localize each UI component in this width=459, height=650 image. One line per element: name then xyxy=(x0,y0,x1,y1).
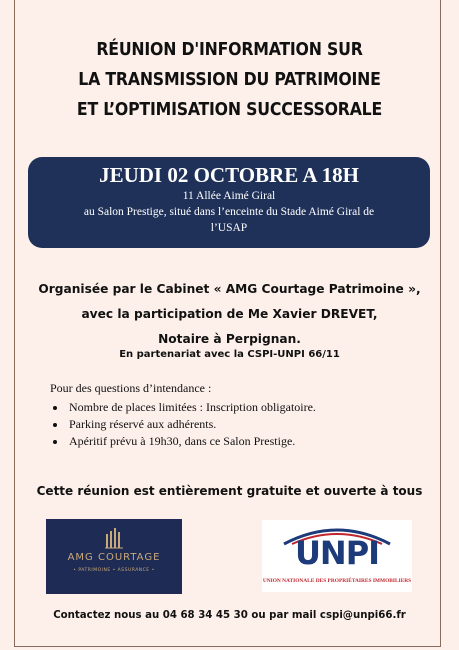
organizer-line-1: Organisée par le Cabinet « AMG Courtage Patrimoine », xyxy=(38,282,421,296)
title-line-3: ET L’OPTIMISATION SUCCESSORALE xyxy=(76,100,383,120)
list-item: • Apéritif prévu à 19h30, dans ce Salon Prestige. xyxy=(67,433,430,450)
event-date: JEUDI 02 OCTOBRE A 18H xyxy=(99,163,359,187)
list-item: • Nombre de places limitées : Inscription obligatoire. xyxy=(67,399,430,416)
practical-info xyxy=(50,380,430,450)
unpi-logo-name: UNPI xyxy=(294,534,380,572)
amg-logo-tagline: • PATRIMOINE • ASSURANCE • xyxy=(73,568,155,573)
event-address-line-2: au Salon Prestige, situé dans l’enceinte du Stade Aimé Giral de xyxy=(83,206,375,218)
organizer-block xyxy=(0,277,459,352)
unpi-logo-subtitle: UNION NATIONALE DES PROPRIÉTAIRES IMMOBILIERS xyxy=(262,578,412,584)
organizer-line-2: avec la participation de Me Xavier DREVET, xyxy=(81,307,378,321)
contact-line: Contactez nous au 04 68 34 45 30 ou par mail cspi@unpi66.fr xyxy=(53,610,406,621)
flyer-title xyxy=(0,35,459,125)
amg-columns-icon xyxy=(104,527,124,549)
list-item: • Parking réservé aux adhérents. xyxy=(67,416,430,433)
partnership-note: En partenariat avec la CSPI-UNPI 66/11 xyxy=(119,349,340,360)
free-entry-note: Cette réunion est entièrement gratuite et ouverte à tous xyxy=(36,484,423,498)
title-line-1: RÉUNION D'INFORMATION SUR xyxy=(96,40,363,60)
info-intro: Pour des questions d’intendance : xyxy=(50,381,212,395)
info-list xyxy=(50,399,430,450)
event-address-line-3: l’USAP xyxy=(210,222,248,234)
unpi-logo xyxy=(262,520,412,592)
amg-courtage-logo xyxy=(46,519,182,594)
event-banner xyxy=(28,157,430,248)
event-address-line-1: 11 Allée Aimé Giral xyxy=(182,190,276,202)
title-line-2: LA TRANSMISSION DU PATRIMOINE xyxy=(78,70,381,90)
organizer-line-3: Notaire à Perpignan. xyxy=(158,332,301,346)
amg-logo-name: AMG COURTAGE xyxy=(67,552,161,563)
